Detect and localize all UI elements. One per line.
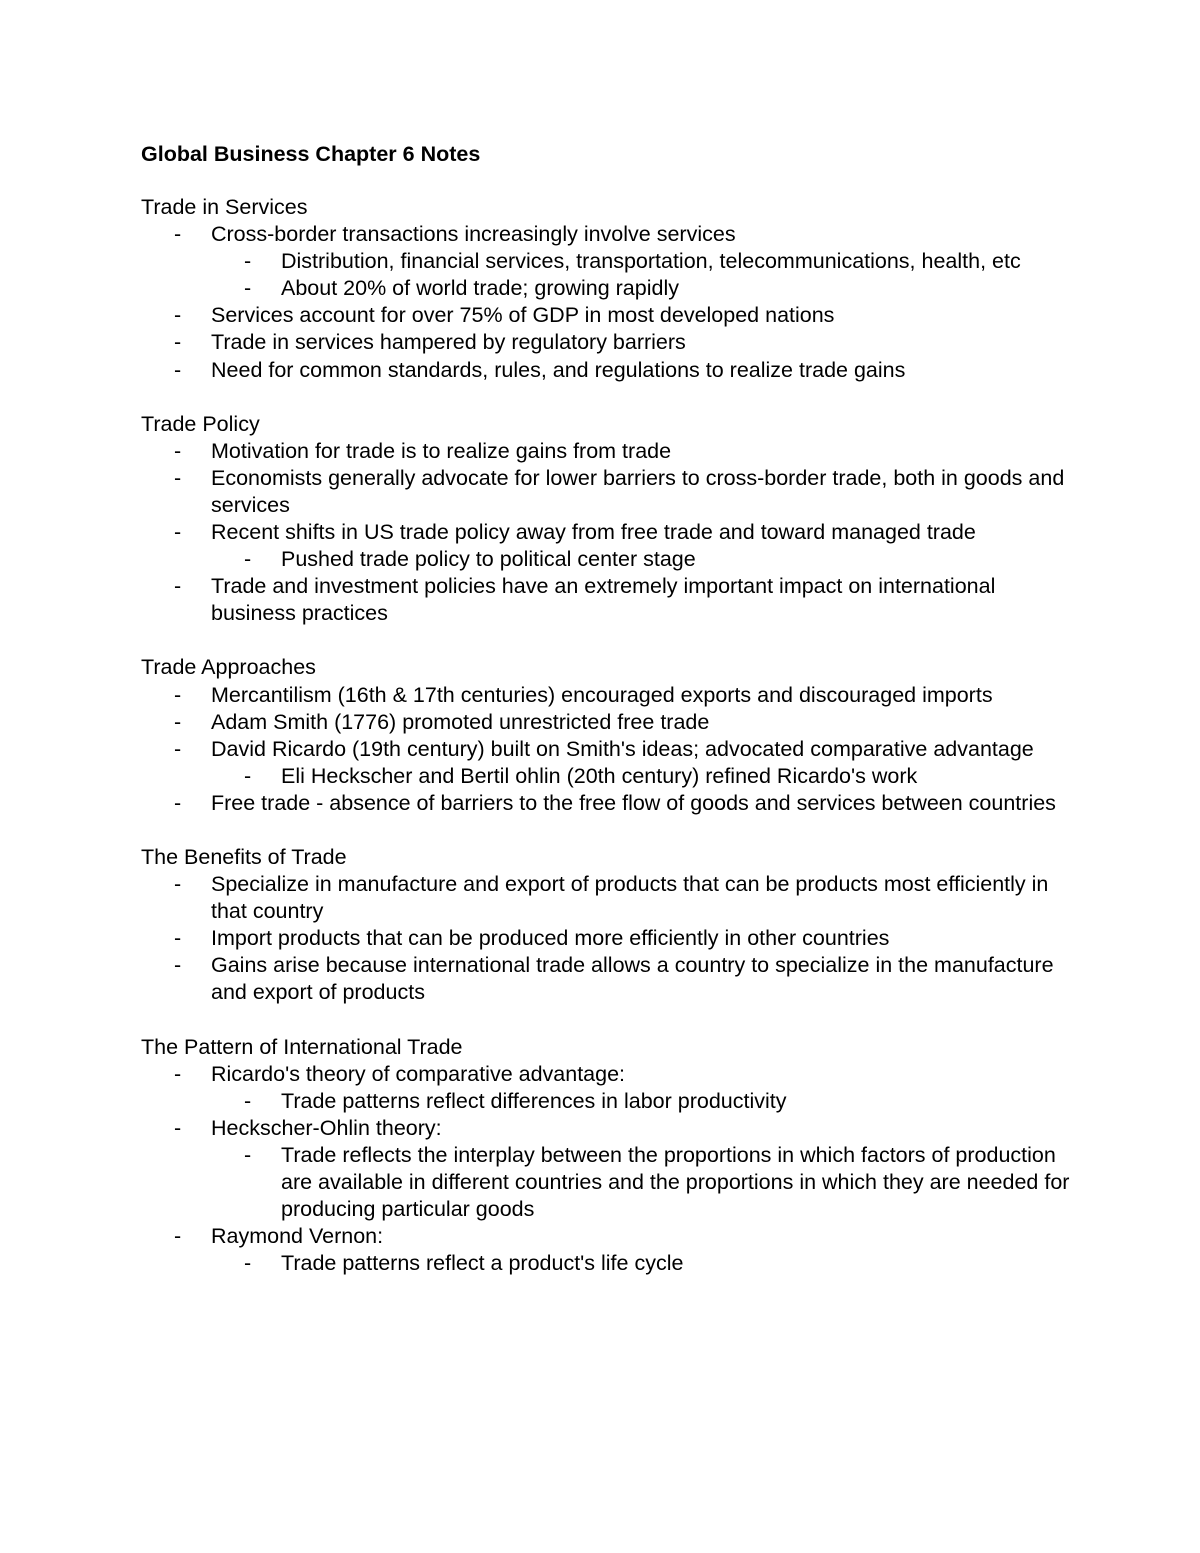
sub-list-item-text: Trade patterns reflect a product's life cycle [281,1251,684,1276]
list-item [141,573,1071,627]
dash-bullet-icon: - [174,1115,182,1140]
sub-list-item-text: Distribution, financial services, transportation, telecommunications, health, etc [281,249,1021,274]
dash-bullet-icon: - [244,547,252,572]
document-title: Global Business Chapter 6 Notes [141,142,481,166]
list-item-text: Services account for over 75% of GDP in most developed nations [211,303,835,328]
list-item-text: Import products that can be produced more efficiently in other countries [211,926,890,951]
list-item-text: Raymond Vernon: [211,1224,384,1249]
list-item [141,952,1071,1006]
sub-list-item [211,546,1071,573]
section [141,844,1071,1007]
dash-bullet-icon: - [174,357,182,382]
dash-bullet-icon: - [174,926,182,951]
list-item-text: Economists generally advocate for lower barriers to cross-border trade, both in goods and services [211,465,1065,517]
list-item-text: Trade in services hampered by regulatory barriers [211,330,686,355]
sub-bullet-list [211,1088,1071,1115]
section-heading: The Benefits of Trade [141,844,347,869]
sub-bullet-list [211,248,1071,302]
list-item [141,925,1071,952]
dash-bullet-icon: - [174,736,182,761]
list-item [141,519,1071,573]
list-item [141,302,1071,329]
section [141,194,1071,384]
list-item [141,1223,1071,1277]
section-heading: Trade Policy [141,411,260,436]
list-item [141,1061,1071,1115]
sub-bullet-list [211,763,1071,790]
dash-bullet-icon: - [174,790,182,815]
sub-list-item-text: Eli Heckscher and Bertil ohlin (20th century) refined Ricardo's work [281,763,918,788]
document-page [141,141,1071,1304]
dash-bullet-icon: - [174,520,182,545]
section-heading: Trade in Services [141,195,308,219]
bullet-list [141,438,1071,628]
dash-bullet-icon: - [244,1142,252,1167]
sub-bullet-list [211,1250,1071,1277]
bullet-list [141,871,1071,1006]
sub-list-item-text: About 20% of world trade; growing rapidly [281,276,679,301]
section-heading: The Pattern of International Trade [141,1034,463,1059]
sub-bullet-list [211,1142,1071,1223]
dash-bullet-icon: - [244,1088,252,1113]
section [141,1034,1071,1278]
dash-bullet-icon: - [174,465,182,490]
dash-bullet-icon: - [244,763,252,788]
list-item [141,357,1071,384]
dash-bullet-icon: - [244,1251,252,1276]
list-item-text: Heckscher-Ohlin theory: [211,1115,442,1140]
list-item [141,682,1071,709]
dash-bullet-icon: - [174,222,182,247]
sub-list-item [211,248,1071,275]
list-item [141,736,1071,790]
sub-list-item-text: Trade patterns reflect differences in labor productivity [281,1088,787,1113]
sub-bullet-list [211,546,1071,573]
list-item-text: Need for common standards, rules, and regulations to realize trade gains [211,357,906,382]
list-item-text: Motivation for trade is to realize gains from trade [211,438,672,463]
sub-list-item [211,1088,1071,1115]
dash-bullet-icon: - [174,1061,182,1086]
list-item [141,329,1071,356]
dash-bullet-icon: - [174,682,182,707]
section-heading: Trade Approaches [141,655,316,680]
list-item [141,709,1071,736]
list-item-text: Mercantilism (16th & 17th centuries) encouraged exports and discouraged imports [211,682,993,707]
sub-list-item [211,275,1071,302]
list-item-text: Free trade - absence of barriers to the free flow of goods and services between countries [211,790,1056,815]
list-item-text: Recent shifts in US trade policy away from free trade and toward managed trade [211,520,976,545]
section [141,411,1071,628]
list-item [141,221,1071,302]
list-item [141,1115,1071,1223]
bullet-list [141,682,1071,817]
bullet-list [141,221,1071,384]
dash-bullet-icon: - [244,276,252,301]
dash-bullet-icon: - [174,438,182,463]
sub-list-item-text: Trade reflects the interplay between the proportions in which factors of production are available in different countries and the proportions in which they are needed for producing particular goods [281,1142,1070,1222]
dash-bullet-icon: - [174,330,182,355]
sub-list-item-text: Pushed trade policy to political center stage [281,547,696,572]
list-item [141,465,1071,519]
list-item-text: David Ricardo (19th century) built on Smith's ideas; advocated comparative advantage [211,736,1034,761]
bullet-list [141,1061,1071,1278]
list-item [141,790,1071,817]
dash-bullet-icon: - [174,872,182,897]
document-sections [141,194,1071,1277]
section [141,654,1071,817]
dash-bullet-icon: - [174,1224,182,1249]
list-item [141,871,1071,925]
list-item-text: Specialize in manufacture and export of products that can be products most efficiently in that country [211,872,1049,924]
sub-list-item [211,1142,1071,1223]
list-item-text: Trade and investment policies have an extremely important impact on international business practices [211,574,996,626]
dash-bullet-icon: - [244,249,252,274]
list-item-text: Ricardo's theory of comparative advantage: [211,1061,626,1086]
list-item [141,438,1071,465]
dash-bullet-icon: - [174,574,182,599]
sub-list-item [211,763,1071,790]
list-item-text: Adam Smith (1776) promoted unrestricted free trade [211,709,710,734]
sub-list-item [211,1250,1071,1277]
list-item-text: Cross-border transactions increasingly involve services [211,222,736,247]
dash-bullet-icon: - [174,953,182,978]
dash-bullet-icon: - [174,709,182,734]
dash-bullet-icon: - [174,303,182,328]
list-item-text: Gains arise because international trade allows a country to specialize in the manufacture and export of products [211,953,1054,1005]
